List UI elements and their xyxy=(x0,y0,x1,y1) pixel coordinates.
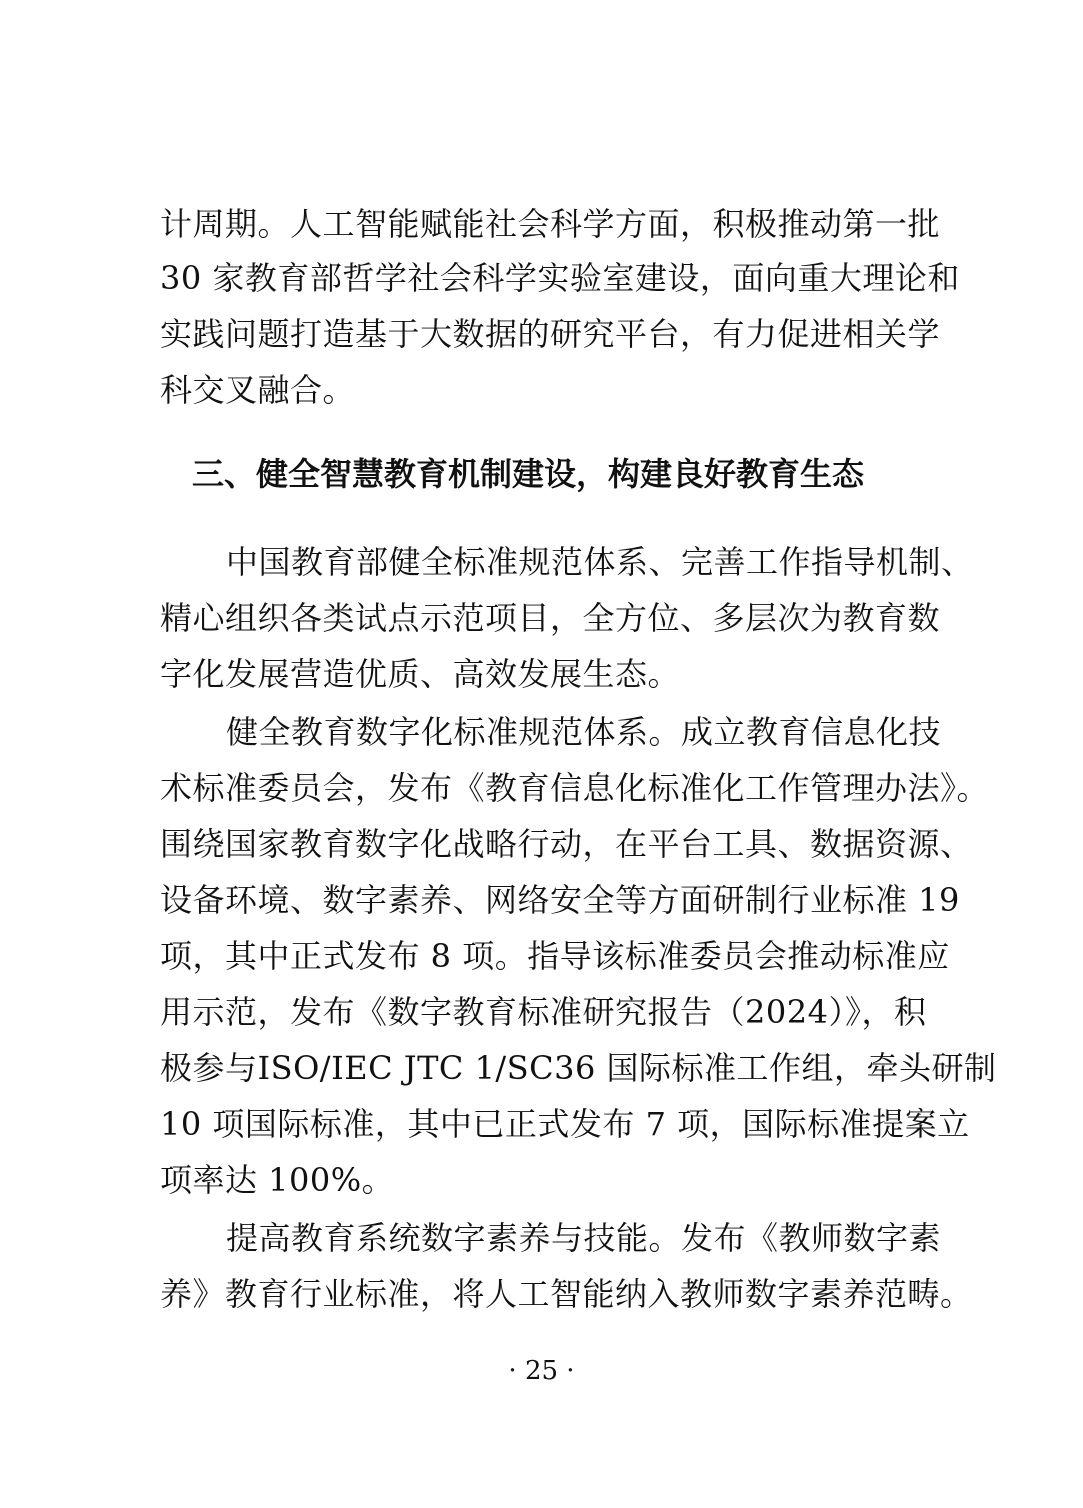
text-line: 养》教育行业标准，将人工智能纳入教师数字素养范畴。 xyxy=(160,1275,973,1313)
text-line: 实践问题打造基于大数据的研究平台，有力促进相关学 xyxy=(160,315,941,353)
text-line: 围绕国家教育数字化战略行动，在平台工具、数据资源、 xyxy=(160,825,973,863)
text-line: 字化发展营造优质、高效发展生态。 xyxy=(160,655,681,693)
text-line: 中国教育部健全标准规范体系、完善工作指导机制、 xyxy=(226,543,974,581)
text-line: 术标准委员会，发布《教育信息化标准化工作管理办法》。 xyxy=(160,769,990,807)
text-line: 精心组织各类试点示范项目，全方位、多层次为教育数 xyxy=(160,599,941,637)
text-line: 计周期。人工智能赋能社会科学方面，积极推动第一批 xyxy=(160,205,941,243)
text-line: 10 项国际标准，其中已正式发布 7 项，国际标准提案立 xyxy=(160,1105,970,1143)
text-line: 项率达 100%。 xyxy=(160,1161,395,1199)
text-line: 健全教育数字化标准规范体系。成立教育信息化技 xyxy=(226,713,942,751)
text-line: 项，其中正式发布 8 项。指导该标准委员会推动标准应 xyxy=(160,937,950,975)
text-line: 极参与ISO/IEC JTC 1/SC36 国际标准工作组，牵头研制 xyxy=(160,1049,997,1087)
text-line: 科交叉融合。 xyxy=(160,371,356,409)
section-heading: 三、健全智慧教育机制建设，构建良好教育生态 xyxy=(192,455,865,493)
text-line: 设备环境、数字素养、网络安全等方面研制行业标准 19 xyxy=(160,881,960,919)
text-line: 提高教育系统数字素养与技能。发布《教师数字素 xyxy=(226,1219,942,1257)
text-line: 30 家教育部哲学社会科学实验室建设，面向重大理论和 xyxy=(160,259,960,297)
text-line: 用示范，发布《数字教育标准研究报告（2024）》，积 xyxy=(160,993,927,1031)
page-number: · 25 · xyxy=(508,1356,575,1386)
